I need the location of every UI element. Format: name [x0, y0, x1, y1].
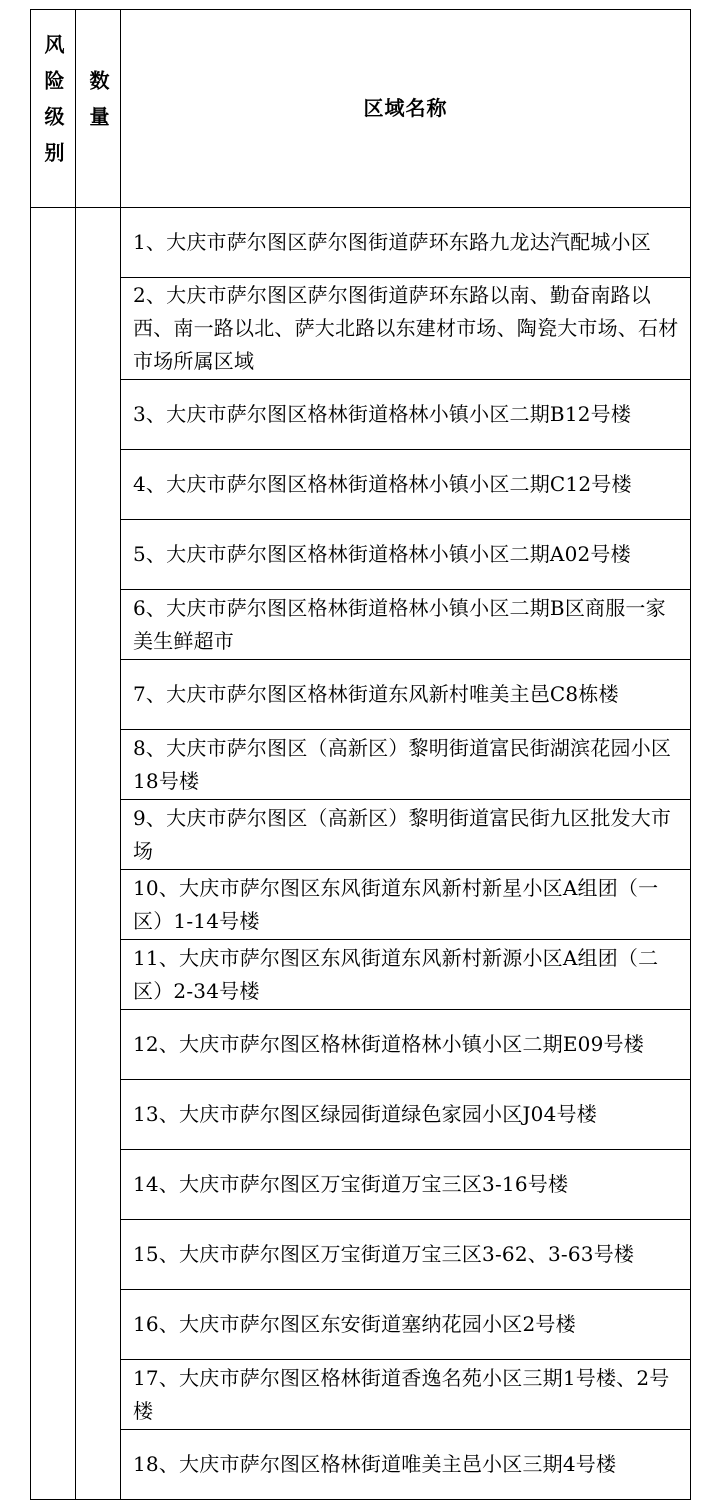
area-name-cell: 1、大庆市萨尔图区萨尔图街道萨环东路九龙达汽配城小区 [121, 208, 691, 278]
area-name-cell: 8、大庆市萨尔图区（高新区）黎明街道富民街湖滨花园小区18号楼 [121, 730, 691, 800]
area-name-cell: 5、大庆市萨尔图区格林街道格林小镇小区二期A02号楼 [121, 520, 691, 590]
table-row [31, 800, 691, 870]
table-row [31, 730, 691, 800]
table-row [31, 1430, 691, 1500]
table-row [31, 520, 691, 590]
area-name-cell: 6、大庆市萨尔图区格林街道格林小镇小区二期B区商服一家美生鲜超市 [121, 590, 691, 660]
area-name-cell: 3、大庆市萨尔图区格林街道格林小镇小区二期B12号楼 [121, 380, 691, 450]
count-cell [76, 208, 121, 1500]
header-count [76, 10, 121, 208]
area-name-cell: 18、大庆市萨尔图区格林街道唯美主邑小区三期4号楼 [121, 1430, 691, 1500]
header-area-name-label: 区域名称 [363, 96, 448, 120]
table-row [31, 450, 691, 520]
table-row [31, 380, 691, 450]
area-name-cell: 17、大庆市萨尔图区格林街道香逸名苑小区三期1号楼、2号楼 [121, 1360, 691, 1430]
area-name-cell: 7、大庆市萨尔图区格林街道东风新村唯美主邑C8栋楼 [121, 660, 691, 730]
area-name-cell: 13、大庆市萨尔图区绿园街道绿色家园小区J04号楼 [121, 1080, 691, 1150]
header-count-label: 数量 [86, 70, 110, 142]
area-name-cell: 10、大庆市萨尔图区东风街道东风新村新星小区A组团（一区）1-14号楼 [121, 870, 691, 940]
risk-area-table [30, 9, 691, 1500]
header-risk-level-label: 风险级别 [41, 34, 65, 178]
area-name-cell: 4、大庆市萨尔图区格林街道格林小镇小区二期C12号楼 [121, 450, 691, 520]
table-row [31, 1010, 691, 1080]
header-area-name [121, 10, 691, 208]
table-row [31, 1290, 691, 1360]
area-name-cell: 15、大庆市萨尔图区万宝街道万宝三区3-62、3-63号楼 [121, 1220, 691, 1290]
area-name-cell: 2、大庆市萨尔图区萨尔图街道萨环东路以南、勤奋南路以西、南一路以北、萨大北路以东建材市场、陶瓷大市场、石材市场所属区域 [121, 278, 691, 380]
table-row [31, 1080, 691, 1150]
table-row [31, 590, 691, 660]
area-name-cell: 12、大庆市萨尔图区格林街道格林小镇小区二期E09号楼 [121, 1010, 691, 1080]
table-row [31, 940, 691, 1010]
area-name-cell: 16、大庆市萨尔图区东安街道塞纳花园小区2号楼 [121, 1290, 691, 1360]
table-row [31, 208, 691, 278]
table-row [31, 1360, 691, 1430]
area-name-cell: 11、大庆市萨尔图区东风街道东风新村新源小区A组团（二区）2-34号楼 [121, 940, 691, 1010]
area-name-cell: 14、大庆市萨尔图区万宝街道万宝三区3-16号楼 [121, 1150, 691, 1220]
table-row [31, 1220, 691, 1290]
table-row [31, 870, 691, 940]
table-row [31, 660, 691, 730]
table-header-row [31, 10, 691, 208]
area-name-cell: 9、大庆市萨尔图区（高新区）黎明街道富民街九区批发大市场 [121, 800, 691, 870]
table-row [31, 1150, 691, 1220]
header-risk-level [31, 10, 76, 208]
risk-level-cell [31, 208, 76, 1500]
table-row [31, 278, 691, 380]
